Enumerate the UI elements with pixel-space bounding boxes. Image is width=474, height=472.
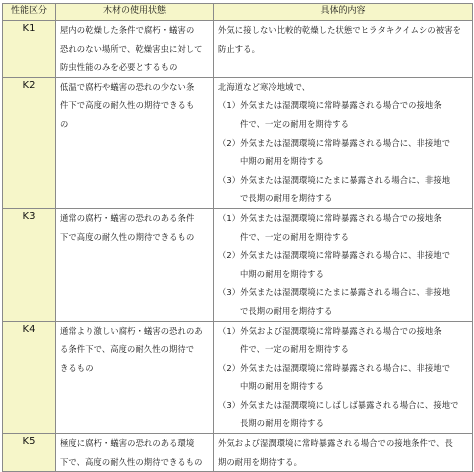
table-row bbox=[3, 208, 473, 321]
usage-state-line: 通常の腐朽・蟻害の恐れのある条件 bbox=[60, 212, 195, 223]
usage-state-line: 件下で高度の耐久性の期待できるも bbox=[60, 100, 195, 111]
wood-usage-state-cell bbox=[56, 208, 214, 321]
header-specific-content: 具体的内容 bbox=[214, 4, 473, 21]
list-item-number: （2） bbox=[218, 250, 241, 261]
performance-class-code: K3 bbox=[3, 208, 56, 321]
performance-class-code: K4 bbox=[3, 321, 56, 434]
content-list-item bbox=[218, 171, 470, 190]
content-line: 期の耐用を期待する。 bbox=[218, 456, 302, 467]
content-line: 外気に接しない比較的乾燥した状態でヒラタキクイムシの被害を bbox=[218, 25, 462, 35]
content-list-item bbox=[218, 209, 470, 228]
list-item-text: 外気または湿潤環境にしばしば暴露される場合に、接地で bbox=[240, 399, 459, 410]
content-line: 北海道など寒冷地域で、 bbox=[218, 81, 311, 92]
performance-class-code: K5 bbox=[3, 434, 56, 472]
list-item-number: （3） bbox=[218, 174, 241, 185]
list-item-continuation: 中期の耐用を期待する bbox=[240, 381, 324, 392]
list-item-text: 外気または湿潤環境にたまに暴露される場合に、非接地 bbox=[240, 287, 451, 298]
wood-usage-state-cell bbox=[56, 21, 214, 78]
performance-class-code: K1 bbox=[3, 21, 56, 78]
list-item-number: （2） bbox=[218, 362, 241, 373]
list-item-continuation: 件で、一定の耐用を期待する bbox=[240, 344, 349, 355]
content-list-item bbox=[218, 359, 470, 378]
table-row bbox=[3, 77, 473, 208]
content-line: 外気および湿潤環境に常時暴露される場合での接地条件で、長 bbox=[218, 438, 453, 449]
header-wood-usage-state: 木材の使用状態 bbox=[56, 4, 214, 21]
usage-state-line: 屋内の乾燥した条件で腐朽・蟻害の bbox=[60, 25, 195, 35]
usage-state-line: 極度に腐朽・蟻害の恐れのある環境 bbox=[60, 438, 195, 449]
list-item-text: 外気または湿潤環境に常時暴露される場合に、非接地で bbox=[240, 250, 451, 261]
list-item-continuation: で長期の耐用を期待する bbox=[240, 305, 333, 316]
specific-content-cell bbox=[214, 434, 473, 472]
list-item-number: （1） bbox=[218, 100, 241, 111]
list-item-text: 外気または湿潤環境に常時暴露される場合に、非接地で bbox=[240, 137, 451, 148]
list-item-text: 外気および湿潤環境に常時暴露される場合での接地条 bbox=[240, 325, 442, 336]
content-list-item bbox=[218, 283, 470, 302]
list-item-continuation: 長期の耐用を期待する bbox=[240, 418, 324, 429]
list-item-number: （3） bbox=[218, 399, 241, 410]
usage-state-line: 通常より激しい腐朽・蟻害の恐れのあ bbox=[60, 325, 203, 336]
specific-content-cell bbox=[214, 77, 473, 208]
list-item-number: （1） bbox=[218, 212, 241, 223]
wood-usage-state-cell bbox=[56, 77, 214, 208]
table-row bbox=[3, 21, 473, 78]
list-item-text: 外気または湿潤環境に常時暴露される場合での接地条 bbox=[240, 100, 442, 111]
usage-state-line: る条件下で、高度の耐久性の期待で bbox=[60, 344, 195, 355]
table-row bbox=[3, 434, 473, 472]
list-item-text: 外気または湿潤環境に常時暴露される場合に、非接地で bbox=[240, 362, 451, 373]
content-list-item bbox=[218, 396, 470, 415]
specific-content-cell bbox=[214, 321, 473, 434]
content-list-item bbox=[218, 246, 470, 265]
list-item-continuation: で長期の耐用を期待する bbox=[240, 193, 333, 204]
list-item-number: （3） bbox=[218, 287, 241, 298]
usage-state-line: 下で高度の耐久性の期待できるもの bbox=[60, 231, 195, 242]
usage-state-line: 防虫性能のみを必要とするもの bbox=[60, 62, 178, 73]
header-performance-class: 性能区分 bbox=[3, 4, 56, 21]
content-list-item bbox=[218, 322, 470, 341]
list-item-continuation: 件で、一定の耐用を期待する bbox=[240, 118, 349, 129]
performance-class-code: K2 bbox=[3, 77, 56, 208]
list-item-continuation: 中期の耐用を期待する bbox=[240, 156, 324, 167]
list-item-text: 外気または湿潤環境に常時暴露される場合での接地条 bbox=[240, 212, 442, 223]
specific-content-cell bbox=[214, 208, 473, 321]
table-header-row bbox=[3, 4, 473, 21]
durability-class-table bbox=[2, 3, 473, 472]
usage-state-line: 下で、高度の耐久性の期待できるもの bbox=[60, 456, 203, 467]
usage-state-line: の bbox=[60, 118, 69, 129]
content-list-item bbox=[218, 96, 470, 115]
content-line: 防止する。 bbox=[218, 43, 260, 54]
usage-state-line: 低温で腐朽や蟻害の恐れの少ない条 bbox=[60, 81, 195, 92]
table-row bbox=[3, 321, 473, 434]
list-item-continuation: 中期の耐用を期待する bbox=[240, 268, 324, 279]
content-list-item bbox=[218, 134, 470, 153]
list-item-text: 外気または湿潤環境にたまに暴露される場合に、非接地 bbox=[240, 174, 451, 185]
wood-usage-state-cell bbox=[56, 321, 214, 434]
list-item-number: （1） bbox=[218, 325, 241, 336]
list-item-continuation: 件で、一定の耐用を期待する bbox=[240, 231, 349, 242]
specific-content-cell bbox=[214, 21, 473, 78]
usage-state-line: 恐れのない場所で、乾燥害虫に対して bbox=[60, 43, 203, 54]
usage-state-line: きるもの bbox=[60, 362, 94, 373]
wood-usage-state-cell bbox=[56, 434, 214, 472]
list-item-number: （2） bbox=[218, 137, 241, 148]
